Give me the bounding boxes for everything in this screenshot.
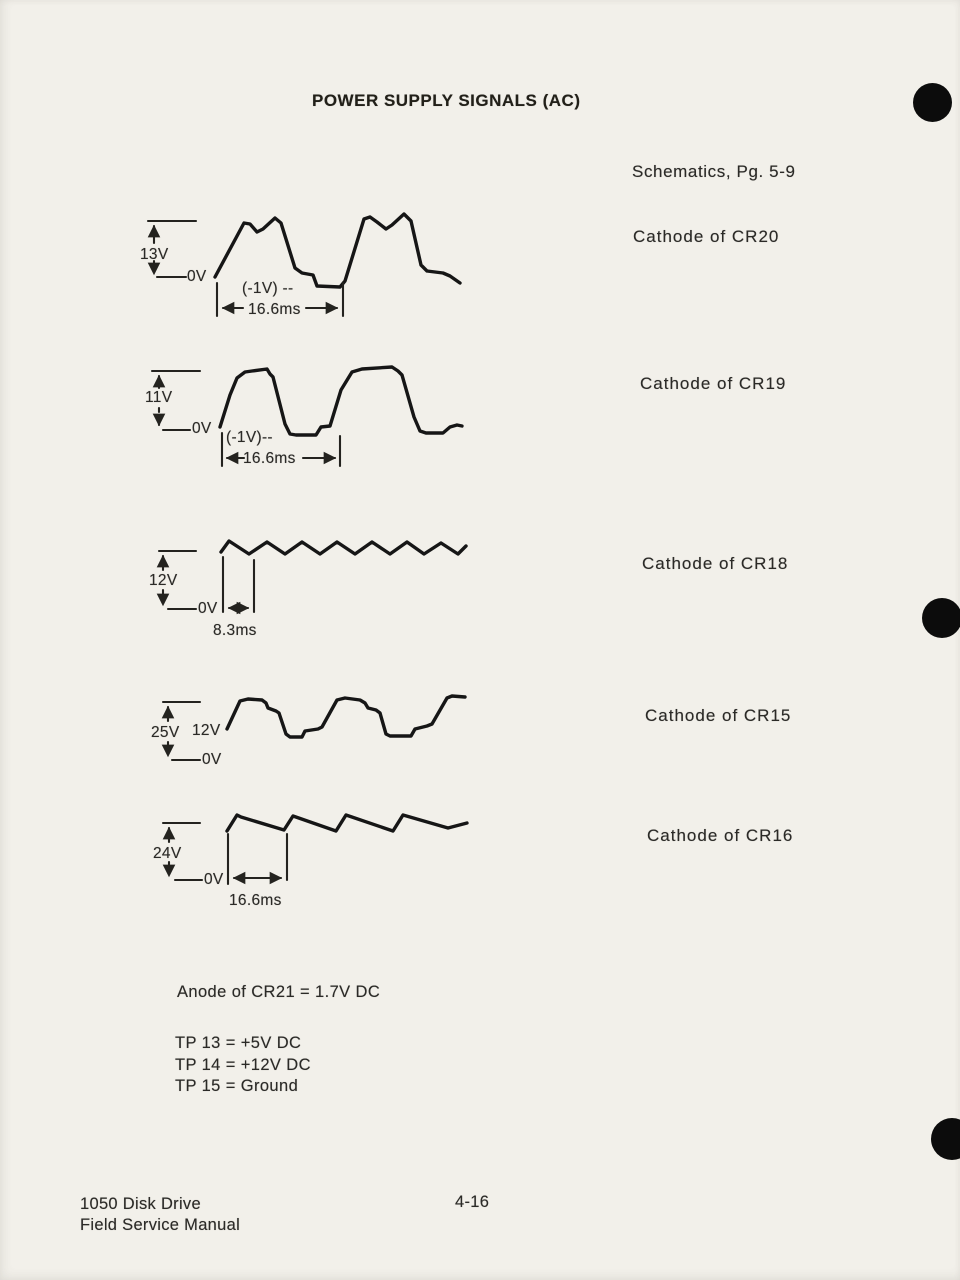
waveform-trace-cr19	[220, 367, 462, 435]
baseline-label-cr16: 0V	[204, 871, 224, 888]
note-anode-cr21: Anode of CR21 = 1.7V DC	[177, 983, 381, 1001]
period-label-cr16: 16.6ms	[229, 892, 282, 909]
signal-label-cr20: Cathode of CR20	[633, 227, 780, 246]
baseline-label-cr15: 0V	[202, 751, 222, 768]
note-tp13: TP 13 = +5V DC	[175, 1034, 302, 1052]
binder-hole-middle	[922, 598, 960, 638]
negative-level-label-cr19: (-1V)--	[226, 429, 273, 446]
amplitude-label-cr18: 12V	[149, 572, 178, 589]
waveform-trace-cr16	[227, 815, 467, 831]
amplitude-label-cr15: 25V	[151, 724, 180, 741]
signal-label-cr18: Cathode of CR18	[642, 554, 789, 573]
baseline-label-cr20: 0V	[187, 268, 207, 285]
page-title: POWER SUPPLY SIGNALS (AC)	[312, 91, 581, 110]
waveform-trace-cr20	[215, 214, 460, 287]
start-level-label-cr15: 12V	[192, 722, 221, 739]
negative-level-label-cr20: (-1V) --	[242, 280, 294, 297]
period-label-cr19: 16.6ms	[243, 450, 296, 467]
footer-manual-name-line1: 1050 Disk Drive	[80, 1195, 201, 1213]
signal-label-cr15: Cathode of CR15	[645, 706, 792, 725]
baseline-label-cr19: 0V	[192, 420, 212, 437]
note-tp14: TP 14 = +12V DC	[175, 1056, 311, 1074]
binder-hole-top	[913, 83, 952, 122]
period-label-cr20: 16.6ms	[248, 301, 301, 318]
waveform-trace-cr15	[227, 696, 465, 737]
signal-label-cr19: Cathode of CR19	[640, 374, 787, 393]
baseline-label-cr18: 0V	[198, 600, 218, 617]
period-label-cr18: 8.3ms	[213, 622, 257, 639]
figure-cr19	[152, 367, 462, 466]
schematics-note: Schematics, Pg. 5-9	[632, 162, 796, 181]
note-tp15: TP 15 = Ground	[175, 1077, 299, 1095]
waveform-trace-cr18	[221, 541, 466, 554]
signal-label-cr16: Cathode of CR16	[647, 826, 794, 845]
amplitude-label-cr20: 13V	[140, 246, 169, 263]
footer-manual-name-line2: Field Service Manual	[80, 1216, 241, 1234]
page-number: 4-16	[455, 1193, 490, 1211]
figure-cr20	[148, 214, 460, 316]
amplitude-label-cr16: 24V	[153, 845, 182, 862]
amplitude-label-cr19: 11V	[145, 389, 173, 406]
